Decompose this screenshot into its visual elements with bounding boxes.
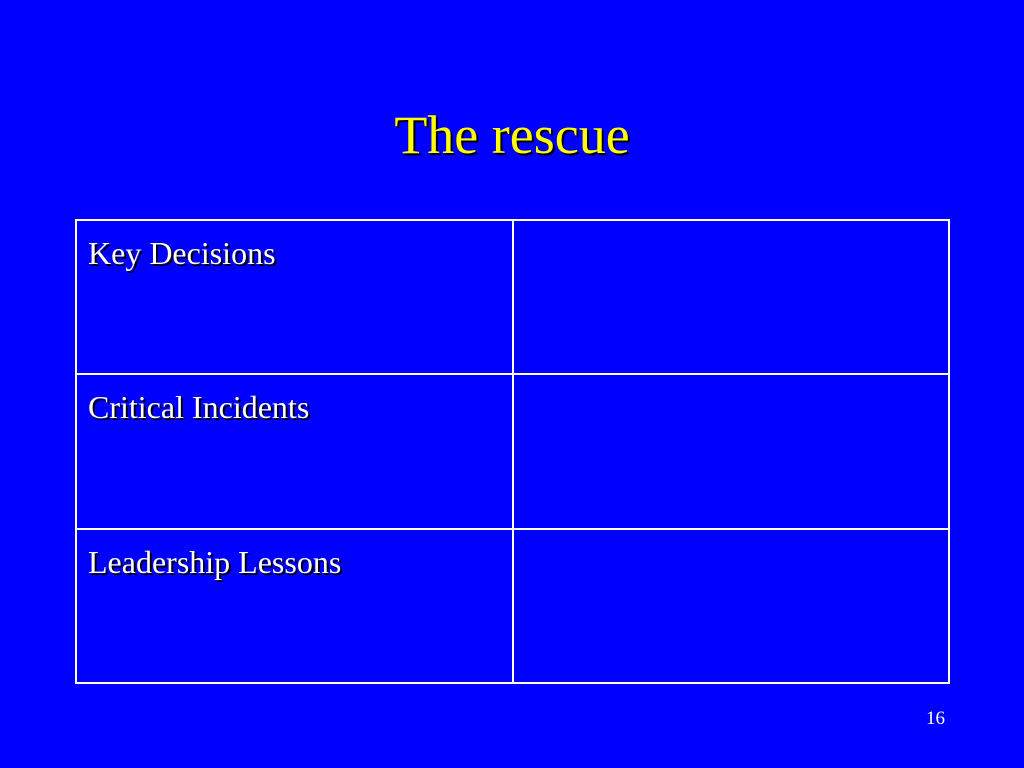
page-number: 16 — [926, 708, 945, 729]
table-cell-label — [76, 220, 513, 374]
table-cell-value — [513, 529, 949, 683]
table-cell-value — [513, 374, 949, 528]
table-row — [76, 529, 949, 683]
table-cell-label — [76, 374, 513, 528]
row-label-key-decisions: Key Decisions — [88, 235, 276, 271]
slide-title: The rescue — [394, 105, 630, 165]
table-cell-label — [76, 529, 513, 683]
content-table — [75, 219, 950, 684]
table-row — [76, 220, 949, 374]
row-value-leadership-lessons — [514, 530, 948, 542]
row-value-critical-incidents — [514, 375, 948, 387]
table-cell-value — [513, 220, 949, 374]
table-row — [76, 374, 949, 528]
row-label-critical-incidents: Critical Incidents — [88, 389, 310, 426]
row-label-leadership-lessons: Leadership Lessons — [88, 543, 342, 580]
row-value-key-decisions — [514, 221, 948, 233]
